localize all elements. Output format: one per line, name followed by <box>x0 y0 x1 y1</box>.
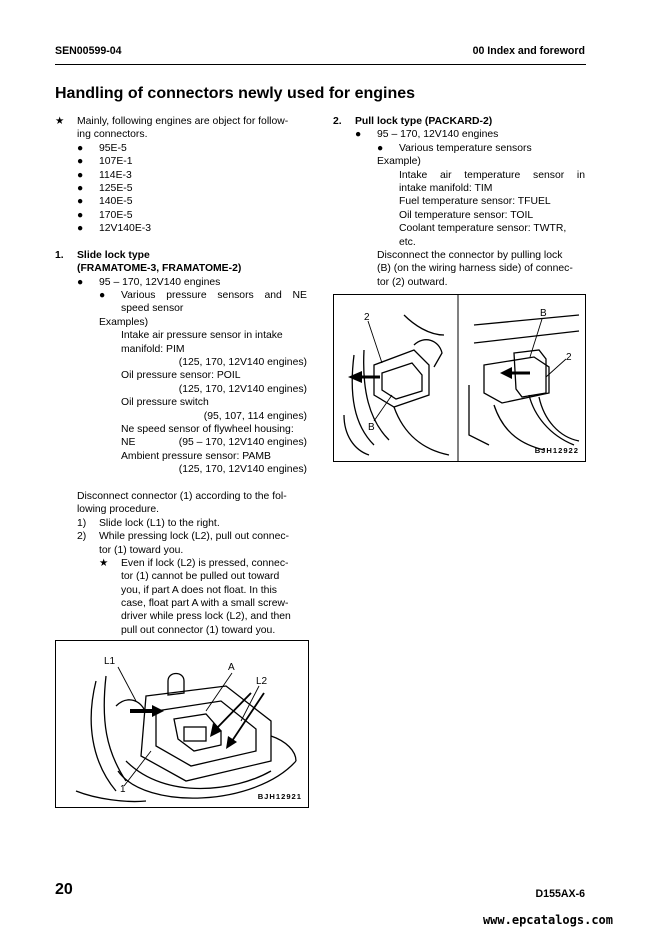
figure-code: BJH12922 <box>534 445 579 455</box>
intro-line: ing connectors. <box>77 129 148 141</box>
example-line: Ne speed sensor of flywheel housing: <box>121 423 294 435</box>
page-number: 20 <box>55 881 73 898</box>
label-2: 2 <box>566 352 572 363</box>
bullet: ● <box>77 223 84 235</box>
engine-list-item <box>55 222 310 235</box>
sensor-line: speed sensor <box>121 303 184 315</box>
section-title: 00 Index and foreword <box>472 45 585 57</box>
example-line: etc. <box>399 236 416 248</box>
models-line: 95 – 170, 12V140 engines <box>377 129 499 141</box>
procedure-line: (B) (on the wiring harness side) of connec- <box>377 263 573 275</box>
bullet: ● <box>77 142 84 154</box>
right-column <box>333 115 586 289</box>
bullet: ● <box>355 129 362 141</box>
examples-label: Example) <box>377 156 421 168</box>
example-line: Oil temperature sensor: TOIL <box>399 209 534 221</box>
star-mark: ★ <box>99 557 109 569</box>
bullet: ● <box>77 182 84 194</box>
models-line: 95 – 170, 12V140 engines <box>99 276 221 288</box>
bullet: ● <box>377 142 384 154</box>
figure-code: BJH12921 <box>257 791 302 801</box>
label-l2: L2 <box>256 676 268 687</box>
example-line: manifold: PIM <box>121 343 185 355</box>
label-1: 1 <box>120 784 126 795</box>
note-line: Even if lock (L2) is pressed, connec- <box>121 557 289 569</box>
procedure-line: tor (2) outward. <box>377 276 448 288</box>
bullet: ● <box>77 169 84 181</box>
engine-list <box>55 142 310 236</box>
section-subheading: (FRAMATOME-3, FRAMATOME-2) <box>77 263 242 275</box>
label-b: B <box>540 308 547 319</box>
step-text: While pressing lock (L2), pull out connec- <box>99 531 290 543</box>
section-number: 2. <box>333 116 342 127</box>
engine-model: 107E-1 <box>99 156 133 168</box>
procedure-line: Disconnect the connector by pulling lock <box>377 249 563 261</box>
example-line: Intake air temperature sensor in <box>399 169 585 181</box>
examples-label: Examples) <box>99 316 149 328</box>
bullet: ● <box>77 196 84 208</box>
step-number: 1) <box>77 517 87 529</box>
example-line: Oil pressure sensor: POIL <box>121 370 241 382</box>
step-text: Slide lock (L1) to the right. <box>99 517 220 529</box>
bullet: ● <box>77 276 84 288</box>
example-line: intake manifold: TIM <box>399 182 493 194</box>
label-b: B <box>368 422 375 433</box>
example-line: Coolant temperature sensor: TWTR, <box>399 223 567 235</box>
section-heading: Pull lock type (PACKARD-2) <box>355 116 493 127</box>
example-line: Fuel temperature sensor: TFUEL <box>399 196 551 208</box>
engine-list-item <box>55 182 310 195</box>
model-name: D155AX-6 <box>535 888 585 900</box>
page-title: Handling of connectors newly used for engines <box>55 85 416 102</box>
label-2: 2 <box>364 312 370 323</box>
note-line: case, float part A with a small screw- <box>121 598 289 610</box>
label-l1: L1 <box>104 656 116 667</box>
note-line: driver while press lock (L2), and then <box>121 611 291 623</box>
engine-list-item <box>55 195 310 208</box>
note-line: pull out connector (1) toward you. <box>121 624 276 636</box>
label-a: A <box>228 662 235 673</box>
section-heading: Slide lock type <box>77 249 150 261</box>
left-column <box>55 115 310 637</box>
figure-pull-lock <box>333 294 586 462</box>
engine-list-item <box>55 142 310 155</box>
note-line: tor (1) cannot be pulled out toward <box>121 571 280 583</box>
example-line: Oil pressure switch <box>121 397 209 409</box>
example-models: (125, 170, 12V140 engines) <box>178 464 307 476</box>
example-line: Ambient pressure sensor: PAMB <box>121 450 271 462</box>
procedure-intro: lowing procedure. <box>77 504 160 516</box>
bullet: ● <box>77 209 84 221</box>
engine-model: 95E-5 <box>99 142 127 154</box>
procedure-intro: Disconnect connector (1) according to the fol- <box>77 490 287 502</box>
figure-slide-lock <box>55 640 309 808</box>
engine-model: 170E-5 <box>99 209 133 221</box>
step-text: tor (1) toward you. <box>99 544 184 556</box>
doc-id: SEN00599-04 <box>55 45 122 57</box>
engine-list-item <box>55 209 310 222</box>
engine-list-item <box>55 169 310 182</box>
sensor-line: Various temperature sensors <box>399 142 532 154</box>
engine-list-item <box>55 155 310 168</box>
bullet: ● <box>77 156 84 168</box>
note-line: you, if part A does not float. In this <box>121 584 277 596</box>
example-models: (125, 170, 12V140 engines) <box>178 383 307 395</box>
engine-model: 125E-5 <box>99 182 133 194</box>
engine-model: 12V140E-3 <box>99 223 151 235</box>
example-line: Intake air pressure sensor in intake <box>121 330 283 342</box>
header-rule <box>55 64 586 65</box>
watermark: www.epcatalogs.com <box>482 913 613 927</box>
connector-drawing <box>56 641 308 807</box>
connector-drawing <box>334 295 585 461</box>
engine-model: 140E-5 <box>99 196 133 208</box>
section-number: 1. <box>55 249 64 261</box>
bullet: ● <box>99 290 106 302</box>
sensor-line: Various pressure sensors and NE <box>121 290 307 302</box>
example-models: (95, 107, 114 engines) <box>203 410 307 422</box>
example-line: NE <box>121 437 136 449</box>
intro-line: Mainly, following engines are object for follow- <box>77 116 289 127</box>
engine-model: 114E-3 <box>99 169 132 181</box>
step-number: 2) <box>77 531 87 543</box>
star-mark: ★ <box>55 116 65 127</box>
example-models: (125, 170, 12V140 engines) <box>178 357 307 369</box>
example-models: (95 – 170, 12V140 engines) <box>178 437 307 449</box>
